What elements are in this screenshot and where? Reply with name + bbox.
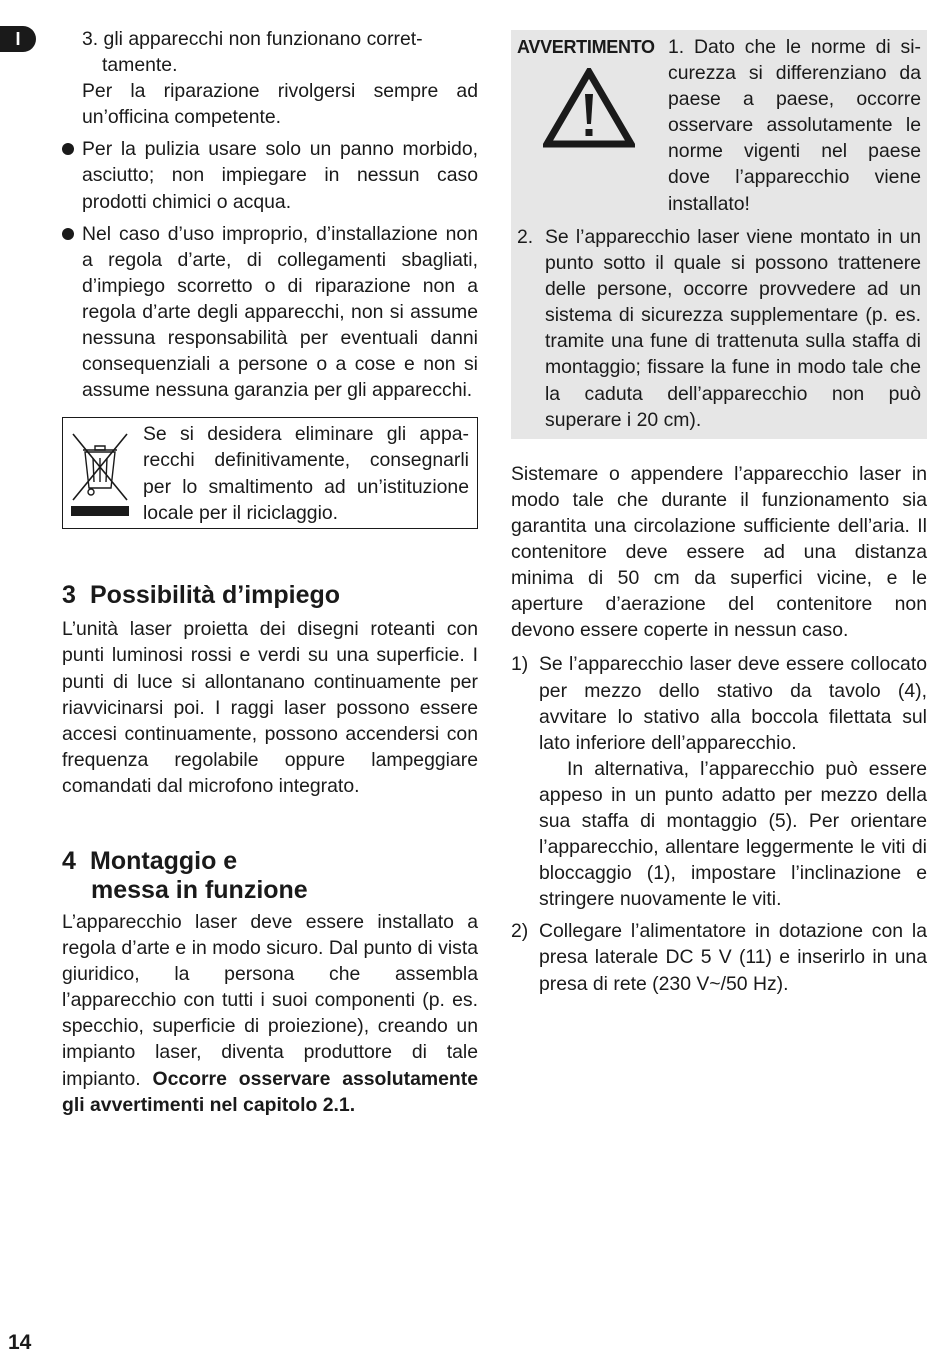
warning-triangle-icon bbox=[543, 68, 635, 148]
warning-top bbox=[511, 34, 927, 216]
section-4-title-line1: Montaggio e bbox=[90, 846, 238, 875]
section-3-number: 3 bbox=[62, 581, 76, 610]
malfunction-item bbox=[62, 26, 478, 130]
step-1-number: 1) bbox=[511, 653, 529, 676]
cleaning-bullet bbox=[62, 136, 478, 214]
step-2-number: 2) bbox=[511, 920, 529, 943]
section-4-heading bbox=[62, 847, 478, 905]
warning-item-2-number: 2. bbox=[517, 226, 534, 248]
item3-line1: 3. gli apparecchi non funzionano corret- bbox=[82, 28, 423, 50]
warning-item-2-text: Se l’apparecchio laser viene montato in un punto sotto il quale si possono trattenere delle persone, occorre provvedere ad un sistema di sicurezza supplementare (p. es. tramite una fune di trattenuta sulla staffa di montaggio; fissare la fune in modo tale che la caduta dell’apparecchio non può superare i 20 cm). bbox=[545, 226, 921, 431]
page-number: 14 bbox=[8, 1331, 32, 1354]
disposal-box bbox=[62, 417, 478, 529]
section-3 bbox=[62, 581, 478, 799]
crossed-bin-icon bbox=[71, 430, 129, 518]
step-1 bbox=[511, 651, 927, 912]
liability-text: Nel caso d’uso improprio, d’installazione non a regola d’arte, di collegamenti sbagliati, d’impiego scorretto o di riparazione non a regola d’arte degli apparecchi, non si assume nessuna responsabilità per eventuali danni consequenziali a persone o a cose e non si assume nessuna garanzia per gli apparecchi. bbox=[82, 222, 478, 402]
section-4 bbox=[62, 847, 478, 1118]
bullet-dot-icon bbox=[62, 143, 74, 155]
section-4-body bbox=[62, 909, 478, 1118]
placement-text: Sistemare o appendere l’apparecchio laser in modo tale che durante il funzionamento sia garantita una circolazione sufficiente dell’aria. Il contenitore deve essere ad una distanza minima di 50 cm da superfici vicine, e le aperture d’aerazione del contenitore non devono essere coperte in nessun caso. bbox=[511, 462, 927, 642]
warning-item-2 bbox=[511, 216, 927, 433]
step-1-text: Se l’apparecchio laser deve essere collocato per mezzo dello stativo da tavolo (4), avvitare lo stativo alla boccola filettata sul lato inferiore dell’apparecchio. bbox=[539, 653, 927, 754]
cleaning-text: Per la pulizia usare solo un panno morbido, asciutto; non impiegare in nessun caso prodotti chimici o acqua. bbox=[82, 138, 478, 213]
warning-item-1: 1. Dato che le norme di sicurezza si differenziano da paese a paese, occorre osservare assolutamente le norme vigenti nel paese dove l’apparecchio viene installato! bbox=[668, 36, 921, 215]
section-3-title: Possibilità d’impiego bbox=[90, 581, 341, 610]
step-1-alt-text: In alternativa, l’apparecchio può essere appeso in un punto adatto per mezzo della sua staffa di montaggio (5). Per orientare l’apparecchio, allentare leggermente le viti di bloccaggio (1), impostare l’inclinazione e stringere nuovamente le viti. bbox=[539, 757, 927, 911]
step-2-text: Collegare l’alimentatore in dotazione con la presa laterale DC 5 V (11) e inserirlo in una presa di rete (230 V~/50 Hz). bbox=[539, 920, 927, 995]
section-4-number: 4 bbox=[62, 846, 76, 875]
section-4-body-text: L’apparecchio laser deve essere installato a regola d’arte e in modo sicuro. Dal punto di vista giuridico, la persona che assembla l’apparecchio con tutti i suoi componenti (p. es. specchio, superficie di proiezione), creando un impianto laser, diventa produttore di tale impianto. bbox=[62, 910, 478, 1090]
section-3-body: L’unità laser proietta dei disegni roteanti con punti luminosi rossi e verdi su una superficie. I punti di luce si allontanano continuamente per riavvicinarsi poi. I raggi laser possono essere accesi continuamente, possono accendersi con frequenza regolabile oppure lampeggiare comandati dal microfono integrato. bbox=[62, 618, 478, 797]
language-badge: I bbox=[0, 26, 36, 52]
disposal-text: Se si desidera eliminare gli apparecchi definitivamente, consegnarli per lo smaltimento ad un’istituzione locale per il riciclaggio. bbox=[143, 423, 469, 524]
section-3-heading bbox=[62, 581, 478, 610]
item3-line2: tamente. bbox=[102, 54, 178, 77]
warning-label: AVVERTIMENTO bbox=[517, 37, 655, 57]
step-2 bbox=[511, 918, 927, 996]
liability-bullet bbox=[62, 221, 478, 404]
section-4-title-line2: messa in funzione bbox=[91, 875, 308, 904]
bullet-dot-icon bbox=[62, 228, 74, 240]
section-4-body-bold: Occorre osservare assolutamente gli avvertimenti nel capitolo 2.1. bbox=[62, 1067, 478, 1116]
warning-box bbox=[511, 30, 927, 439]
right-column bbox=[511, 30, 927, 997]
left-column bbox=[62, 26, 478, 1118]
repair-text: Per la riparazione rivolgersi sempre ad un’officina competente. bbox=[82, 80, 478, 129]
